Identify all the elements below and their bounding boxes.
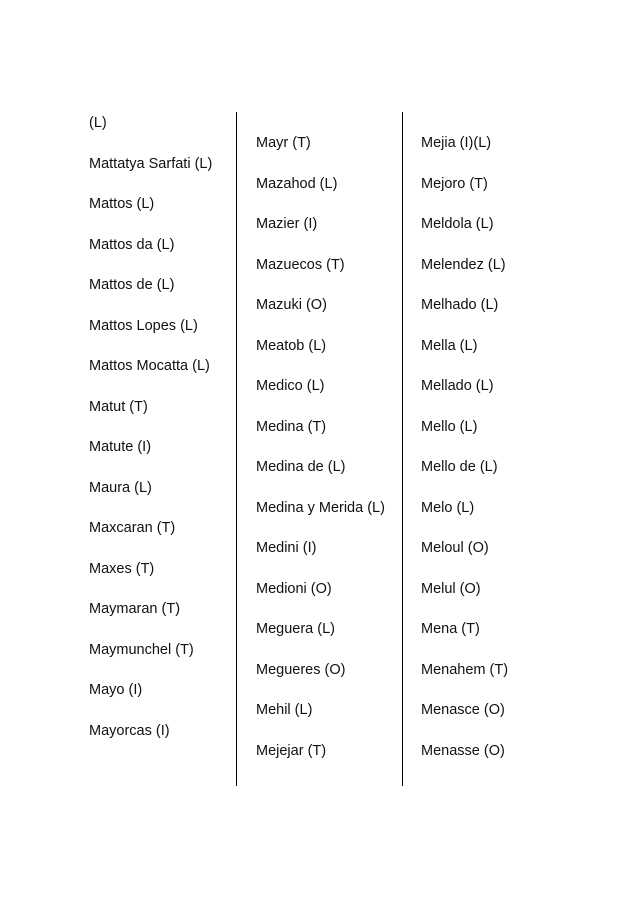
column-divider-1: [236, 112, 237, 786]
surname-entry: Meldola (L): [421, 216, 494, 232]
surname-entry: Maura (L): [89, 479, 152, 496]
surname-entry: Menasse (O): [421, 742, 505, 759]
surname-entry: Mellado (L): [421, 378, 494, 394]
surname-entry: Maymunchel (T): [89, 641, 194, 658]
surname-entry: Menasce (O): [421, 702, 505, 718]
surname-entry: Melul (O): [421, 580, 481, 597]
surname-entry: Mazier (I): [256, 216, 318, 232]
surname-entry: Menahem (T): [421, 661, 509, 678]
surname-entry: Mazuecos (T): [256, 256, 345, 273]
surname-entry: Medini (I): [256, 540, 317, 556]
surname-entry: Mattos (L): [89, 196, 155, 212]
surname-entry: Matut (T): [89, 398, 148, 415]
surname-entry: Melo (L): [421, 499, 475, 516]
surname-entry: Mejia (I)(L): [421, 135, 492, 151]
surname-entry: Mejejar (T): [256, 742, 327, 759]
surname-entry: Mello de (L): [421, 459, 498, 475]
surname-entry: Mayo (I): [89, 682, 143, 698]
surname-entry: Mella (L): [421, 337, 478, 354]
column-divider-2: [402, 112, 403, 786]
surname-entry: Medina (T): [256, 418, 327, 435]
surname-entry: Maymaran (T): [89, 601, 181, 617]
surname-entry: Mayorcas (I): [89, 722, 170, 739]
surname-entry: Mayr (T): [256, 135, 311, 151]
surname-entry: Mejoro (T): [421, 175, 488, 192]
surname-entry: Maxcaran (T): [89, 520, 176, 536]
surname-entry: Mazahod (L): [256, 175, 338, 192]
surname-column-1: [89, 113, 225, 761]
surname-entry: Melendez (L): [421, 256, 506, 273]
surname-entry: Melhado (L): [421, 297, 499, 313]
surname-entry: Mazuki (O): [256, 297, 327, 313]
surname-entry: Megueres (O): [256, 661, 346, 678]
surname-column-3: [421, 133, 571, 781]
surname-entry: Medioni (O): [256, 580, 332, 597]
surname-entry: Mattos Mocatta (L): [89, 358, 210, 374]
surname-entry: Mattos Lopes (L): [89, 317, 198, 334]
surname-entry: Mena (T): [421, 621, 480, 637]
surname-entry: Meloul (O): [421, 540, 489, 556]
surname-entry: Medina y Merida (L): [256, 499, 385, 516]
surname-entry: Mattos da (L): [89, 236, 175, 253]
surname-entry: Medico (L): [256, 378, 325, 394]
surname-entry: Mattatya Sarfati (L): [89, 155, 213, 172]
surname-entry: Matute (I): [89, 439, 152, 455]
surname-entry: Mattos de (L): [89, 277, 175, 293]
surname-entry: Meguera (L): [256, 621, 335, 637]
surname-entry: (L): [89, 115, 107, 131]
surname-entry: Meatob (L): [256, 337, 327, 354]
surname-entry: Mello (L): [421, 418, 478, 435]
surname-column-2: [256, 133, 392, 781]
surname-entry: Medina de (L): [256, 459, 346, 475]
surname-entry: Maxes (T): [89, 560, 155, 577]
surname-entry: Mehil (L): [256, 702, 313, 718]
